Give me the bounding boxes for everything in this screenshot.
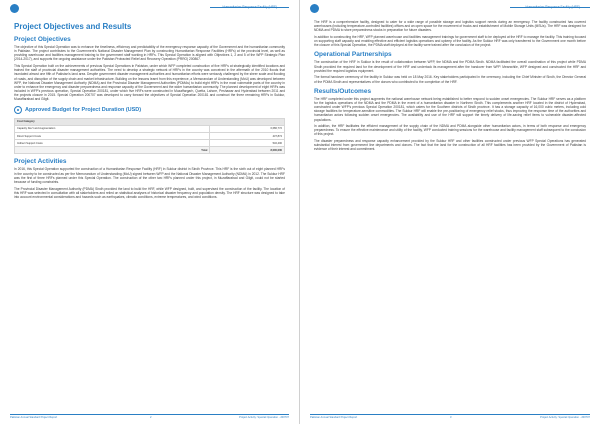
- table-row: [15, 140, 285, 147]
- header-title: Humanitarian Response Facility (HRF): [525, 5, 580, 9]
- table-total-row: [15, 147, 285, 154]
- paragraph: The construction of the HRF in Sukkur is the result of collaboration between WFP, the NDMA and the PDMA Sindh. NDMA facilitated the overall coordination of this project while PDMA Sindh provided the required land for the development of the HRF and undertook its management after the handover from WFP. Meanwhile, WFP designed and constructed the HRF and provided the required logistics equipment.: [314, 60, 586, 73]
- wfp-logo-icon: [10, 4, 19, 13]
- wfp-logo-icon: [310, 4, 319, 13]
- page-number: 3: [450, 416, 452, 419]
- footer-rule: [310, 414, 590, 415]
- paragraph: The objective of this Special Operation was to enhance the timeliness, efficiency and predictability of the emergency response capacity of the Government and the humanitarian community in Pakistan. The project contributes to the Government's National Disaster Management Plan by constructing Humanitarian Response Facilities (HRFs) at the provincial level, as well as providing warehouse and facilities management training to the government staff working in HRFs. This Special Operation is aligned with Objectives 1, 2 and 5 of the WFP Strategic Plan (2014-2017), and supports the ongoing assistance under the Pakistan Protracted Relief and Recovery Operation (PRRO) 200867.: [14, 45, 285, 62]
- paragraph: The HRF is a comprehensive facility, designed to cater for a wide range of possible storage and logistics support needs during an emergency. The facility constructed has covered warehouses (including temperature-controlled facilities) offices and an open space for the movement of trucks and establishment of Mobile Storage Units (MSUs). The HRF was designed for NDMA and PDMA to store preparedness stocks in preparation for future disasters.: [314, 20, 586, 33]
- section-heading-activities: Project Activities: [14, 158, 67, 166]
- cost-category: Capacity Dev't and Augmentation: [15, 125, 210, 132]
- paragraph: In addition to constructing the HRF, WFP planned warehouse and facilities management trainings for government staff to be deployed at the HRF to manage the facility. This training focused on supporting staff capacity and enabling effective and efficient logistics operations and upkeep of the facility. As the Sukkur HRF was only transferred to the Government one month before the closure of this Special Operation, the PDMA staff deployed at the facility were trained after the conclusion of the project.: [314, 34, 586, 48]
- paragraph: The Provincial Disaster Management Authority (PDMA) Sindh provided the land to build the HRF, while WFP designed, built, and supervised the construction of the facility. The location of this HRF was selected in consultation with all stakeholders and relied on statistical analyses of historical disaster frequency and population density. The HRF structure was designed to take into account environmental considerations and hazards such as earthquakes, climatic conditions, extreme temperatures, and wind conditions.: [14, 186, 285, 199]
- total-label: Total: [15, 147, 210, 154]
- budget-icon: [14, 106, 22, 114]
- page-content: [314, 20, 586, 154]
- header-title: Humanitarian Response Facility (HRF): [222, 5, 277, 9]
- section-heading-results: Results/Outcomes: [314, 87, 372, 95]
- cost-amount: 532,400: [210, 140, 285, 147]
- table-row: [15, 125, 285, 132]
- budget-table: [14, 118, 285, 155]
- section-heading-partnerships: Operational Partnerships: [314, 51, 392, 59]
- page-number: 2: [150, 416, 152, 419]
- footer-org: Pakistan Annual Standard Project Report: [310, 416, 358, 419]
- cost-category: Indirect Support Costs: [15, 140, 210, 147]
- cost-category: Direct Support Costs: [15, 132, 210, 139]
- cost-amount: 437,874: [210, 132, 285, 139]
- paragraph: In 2016, this Special Operation supported the construction of a Humanitarian Response Facility (HRF) in Sukkur district in Sindh Province. This HRF is the sixth out of eight planned HRFs in the country to be constructed as per the Memorandum of Understanding (MoU) signed between WFP and the National Disaster Management Authority (NDMA) in 2012. The Sukkur HRF was the first of three HRFs planned under this Special Operation. The construction of the other two HRFs planned under this project, in Muzaffarabad and Gilgit, could not be started because of funding constraints.: [14, 167, 285, 184]
- footer-org: Pakistan Annual Standard Project Report: [10, 416, 58, 419]
- paragraph: This Special Operation built on the achievements of previous Special Operations in Pakistan, under which WFP completed construction of five HRFs at strategically identified locations and trained the staff of provincial disaster management authorities. The need to develop a strategic network of HRFs in the country was conceived in the aftermath of the 2010 floods that inundated almost one fifth of Pakistan's land area. Despite government disaster management authorities and humanitarian efforts were seriously challenged by the sheer scale and flooding of roads, and disruption of the supply chain and market infrastructure. Building on the lessons learnt from this experience, a Memorandum of Understanding (MoU) was developed between WFP, the National Disaster Management Authority (NDMA) and the Provincial Disaster Management Authorities (PDMAs) to build eight HRFs in the most vulnerable parts of the country in order to enhance the emergency and disaster preparedness and response capacity of the Government and the wider humanitarian community. The planned development of eight HRFs was included in WFP's previous operation, Special Operation 200181, under which five HRFs were constructed in Muzaffargarh, Quetta, Lahore, Peshawar and Hyderabad between 2011 and the projects closure in 2015. Special Operation 200707 was developed to carry forward the objectives of Special Operation 200181 and construct the three remaining HRFs in Sukkur, Muzaffarabad and Gilgit.: [14, 64, 285, 102]
- page-right: [300, 0, 600, 424]
- table-header: Cost Category: [15, 118, 285, 125]
- cost-amount: 6,686,772: [210, 125, 285, 132]
- total-amount: 8,000,000: [210, 147, 285, 154]
- paragraph: The HRF completed under this project augments the national warehouse network being established to better respond to sudden onset emergencies. The Sukkur HRF serves as a platform for the logistics operations of the NDMA and the PDMA in the event of a humanitarian disaster in Northern Sindh. This complements another HRF located in the district of Hyderabad, constructed under WFP's previous Special Operation 200181, which caters for the Southern districts of Sindh province. It has a storage capacity of 16,000 cubic meters, including cold storage facilities for temperature-sensitive commodities. The Sukkur HRF will enable the pre-positioning of emergency relief stocks, thus improving the response time of the authorities and humanitarian actors following sudden onset emergencies. The availability and use of the HRF will support the timely delivery of life-saving relief items to vulnerable disaster-affected populations.: [314, 96, 586, 122]
- page-header: [10, 4, 289, 14]
- page-footer: [310, 414, 590, 418]
- paragraph: The formal handover ceremony of the facility in Sukkur was held on 18 May 2016. Key stakeholders participated in the ceremony, including the Chief Minister of Sindh, the Director General of the PDMA Sindh and representatives of the donors who contributed to the completion of the HRF.: [314, 75, 586, 84]
- table-row: [15, 132, 285, 139]
- footer-project: Project Activity: Special Operation - 200707: [540, 416, 590, 419]
- page-header: [310, 4, 590, 14]
- page-title: Project Objectives and Results: [14, 22, 132, 31]
- page-content: [14, 22, 285, 202]
- paragraph: In addition, the HRF facilitates the efficient management of the supply chain of the NDMA and PDMA alongside other humanitarian actors, in terms of both response and emergency preparedness. To ensure the effective maintenance and utility of the facility, WFP conducted training sessions for the warehouse and facility management staff subsequent to the conclusion of this project.: [314, 124, 586, 137]
- budget-title: Approved Budget for Project Duration (USD): [25, 106, 142, 113]
- footer-rule: [10, 414, 289, 415]
- paragraph: The disaster preparedness and response capacity enhancement provided by the Sukkur HRF and other facilities constructed under previous WFP Special Operations has generated substantial interest from government line departments and donors. The fact that the land for the construction of all HRF facilities has been provided by the Government of Pakistan is evidence of their interest and commitment.: [314, 139, 586, 152]
- footer-project: Project Activity: Special Operation - 200707: [239, 416, 289, 419]
- page-footer: [10, 414, 289, 418]
- section-heading-objectives: Project Objectives: [14, 36, 71, 43]
- budget-heading: [14, 106, 285, 114]
